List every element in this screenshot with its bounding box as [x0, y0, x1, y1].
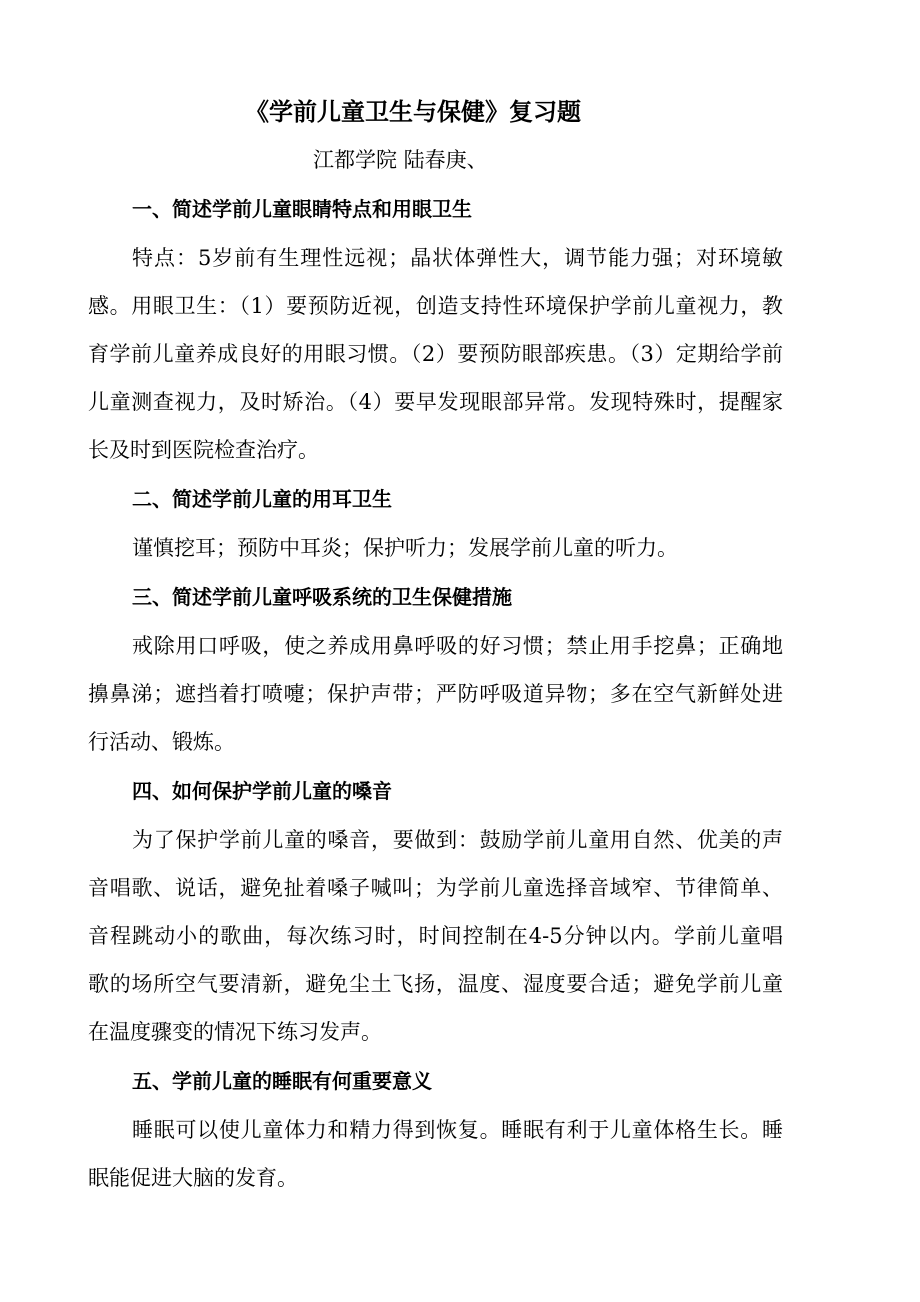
section-heading: 四、如何保护学前儿童的嗓音 [132, 779, 392, 803]
document-author: 江都学院 陆春庚、 [313, 148, 488, 172]
section-heading: 一、简述学前儿童眼睛特点和用眼卫生 [132, 197, 472, 221]
paragraph-line: 育学前儿童养成良好的用眼习惯。（2）要预防眼部疾患。（3）定期给学前 [88, 342, 783, 366]
document-title: 《学前儿童卫生与保健》复习题 [245, 98, 581, 126]
sections [88, 184, 783, 1202]
paragraph-line: 特点：5岁前有生理性远视；晶状体弹性大，调节能力强；对环境敏 [132, 246, 783, 270]
paragraph-line: 为了保护学前儿童的嗓音，要做到：鼓励学前儿童用自然、优美的声 [132, 828, 783, 852]
section-heading: 二、简述学前儿童的用耳卫生 [132, 487, 392, 511]
paragraph-line: 睡眠可以使儿童体力和精力得到恢复。睡眠有利于儿童体格生长。睡 [132, 1118, 783, 1142]
paragraph-line: 在温度骤变的情况下练习发声。 [88, 1020, 382, 1044]
paragraph-line: 行活动、锻炼。 [88, 730, 235, 754]
paragraph-line: 戒除用口呼吸，使之养成用鼻呼吸的好习惯；禁止用手挖鼻；正确地 [132, 634, 783, 658]
paragraph-line: 感。用眼卫生：（1）要预防近视，创造支持性环境保护学前儿童视力，教 [88, 294, 783, 318]
paragraph-line: 长及时到医院检查治疗。 [88, 438, 319, 462]
paragraph-line: 音唱歌、说话，避免扯着嗓子喊叫；为学前儿童选择音域窄、节律简单、 [88, 876, 783, 900]
document-page [88, 88, 783, 1202]
section-heading: 五、学前儿童的睡眠有何重要意义 [132, 1069, 432, 1093]
paragraph-line: 擤鼻涕；遮挡着打喷嚏；保护声带；严防呼吸道异物；多在空气新鲜处进 [88, 682, 783, 706]
section-heading: 三、简述学前儿童呼吸系统的卫生保健措施 [132, 585, 512, 609]
paragraph-line: 儿童测查视力，及时矫治。（4）要早发现眼部异常。发现特殊时，提醒家 [88, 390, 783, 414]
paragraph-line: 音程跳动小的歌曲，每次练习时，时间控制在4-5分钟以内。学前儿童唱 [88, 924, 783, 948]
paragraph-line: 歌的场所空气要清新，避免尘土飞扬，温度、湿度要合适；避免学前儿童 [88, 972, 783, 996]
paragraph-line: 眠能促进大脑的发育。 [88, 1166, 298, 1190]
paragraph-line: 谨慎挖耳；预防中耳炎；保护听力；发展学前儿童的听力。 [132, 536, 678, 560]
